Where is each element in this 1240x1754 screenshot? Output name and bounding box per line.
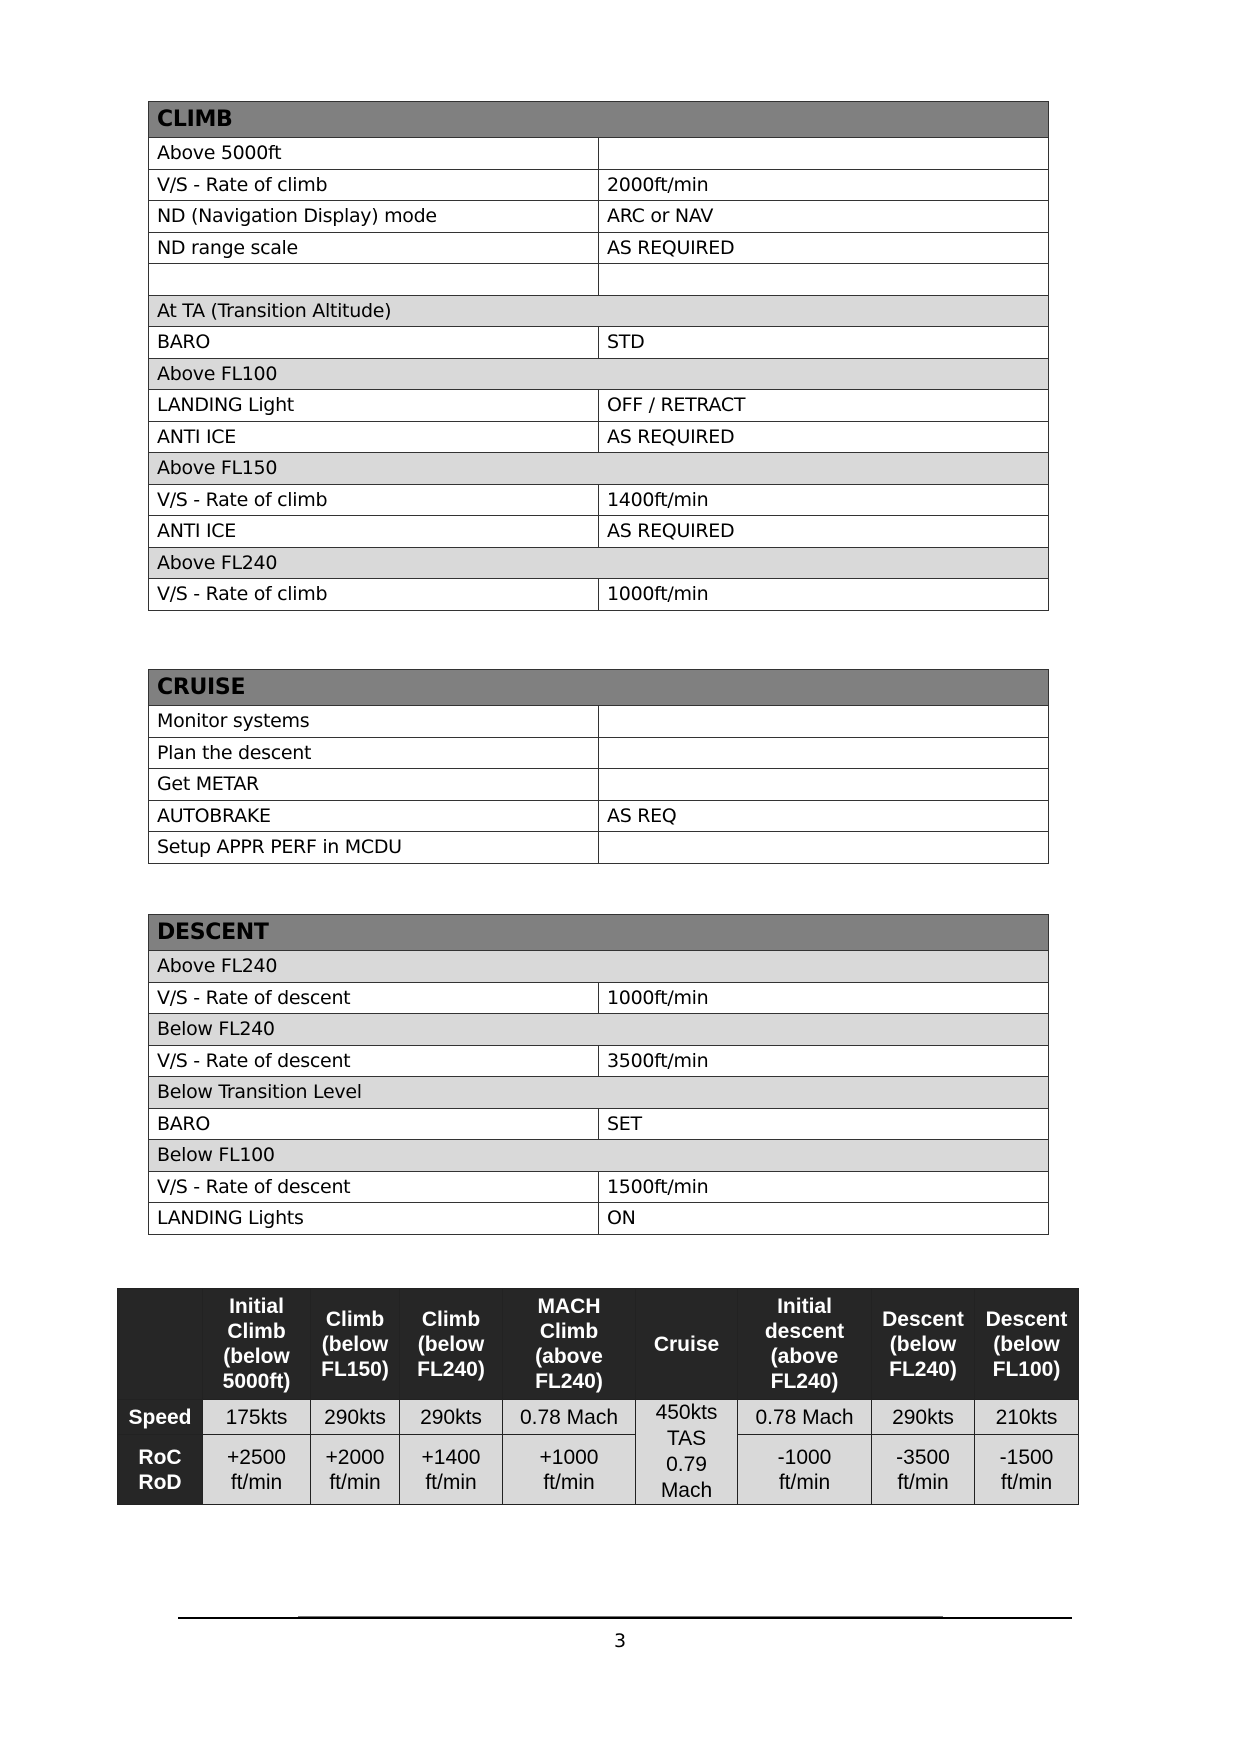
rod-label: RoD bbox=[138, 1470, 182, 1494]
subheading-row bbox=[149, 358, 1049, 390]
column-header-line: (below bbox=[993, 1332, 1060, 1356]
column-header-line: (below bbox=[889, 1332, 957, 1356]
performance-table bbox=[117, 1288, 1079, 1505]
speed-value: 210kts bbox=[975, 1400, 1079, 1435]
checklist-row bbox=[149, 516, 1049, 548]
column-header-line: (above bbox=[770, 1345, 839, 1368]
speed-value: 290kts bbox=[400, 1400, 503, 1435]
subheading-row bbox=[149, 1014, 1049, 1046]
checklist-item-value bbox=[599, 264, 1049, 296]
subheading-row bbox=[149, 951, 1049, 983]
speed-value: 0.78 Mach bbox=[738, 1400, 872, 1435]
climb-header-row bbox=[149, 102, 1049, 138]
checklist-item-label: Above 5000ft bbox=[149, 138, 599, 170]
rate-value bbox=[975, 1435, 1079, 1505]
cruise-checklist-table bbox=[148, 669, 1049, 864]
checklist-item-value: ON bbox=[599, 1203, 1049, 1235]
performance-header-row bbox=[118, 1289, 1079, 1400]
checklist-item-label: ND range scale bbox=[149, 232, 599, 264]
rate-value-line: +1000 bbox=[539, 1445, 599, 1469]
column-header-line: (below bbox=[417, 1332, 485, 1356]
checklist-item-value bbox=[599, 706, 1049, 738]
checklist-row bbox=[149, 1171, 1049, 1203]
checklist-item-label: Plan the descent bbox=[149, 737, 599, 769]
rate-row bbox=[118, 1435, 1079, 1505]
column-header-line: Descent bbox=[985, 1307, 1068, 1331]
checklist-item-label: V/S - Rate of descent bbox=[149, 1045, 599, 1077]
roc-label: RoC bbox=[138, 1445, 182, 1469]
rate-value-line: +2000 bbox=[325, 1445, 385, 1469]
checklist-item-value: 2000ft/min bbox=[599, 169, 1049, 201]
subheading-label: Above FL150 bbox=[149, 453, 1049, 485]
subheading-label: Above FL100 bbox=[149, 358, 1049, 390]
checklist-row bbox=[149, 1203, 1049, 1235]
rate-value-line: -1000 bbox=[777, 1445, 832, 1469]
checklist-item-value bbox=[599, 832, 1049, 864]
checklist-item-value: OFF / RETRACT bbox=[599, 390, 1049, 422]
checklist-row bbox=[149, 390, 1049, 422]
checklist-row bbox=[149, 800, 1049, 832]
checklist-row bbox=[149, 421, 1049, 453]
checklist-row bbox=[149, 232, 1049, 264]
checklist-row bbox=[149, 169, 1049, 201]
checklist-item-value: AS REQ bbox=[599, 800, 1049, 832]
checklist-item-label: Get METAR bbox=[149, 769, 599, 801]
checklist-row bbox=[149, 1045, 1049, 1077]
checklist-item-value bbox=[599, 769, 1049, 801]
speed-value: 175kts bbox=[203, 1400, 311, 1435]
subheading-label: Below FL100 bbox=[149, 1140, 1049, 1172]
speed-row bbox=[118, 1400, 1079, 1435]
subheading-row bbox=[149, 1140, 1049, 1172]
descent-header-row bbox=[149, 915, 1049, 951]
rate-value-line: ft/min bbox=[778, 1470, 831, 1494]
checklist-item-value bbox=[599, 737, 1049, 769]
rate-value bbox=[738, 1435, 872, 1505]
column-header-line: Climb bbox=[539, 1320, 599, 1343]
column-header-line: Initial bbox=[777, 1295, 832, 1318]
column-header bbox=[872, 1289, 975, 1400]
checklist-item-value: AS REQUIRED bbox=[599, 232, 1049, 264]
checklist-row bbox=[149, 706, 1049, 738]
climb-checklist-table bbox=[148, 101, 1049, 611]
column-header-line: FL240) bbox=[889, 1357, 957, 1381]
column-header-line: descent bbox=[764, 1320, 845, 1343]
rate-value-line: +1400 bbox=[421, 1445, 481, 1469]
column-header-line: 5000ft) bbox=[222, 1370, 291, 1393]
checklist-item-label bbox=[149, 264, 599, 296]
column-header-line: FL150) bbox=[321, 1357, 389, 1381]
column-header bbox=[738, 1289, 872, 1400]
checklist-item-label: BARO bbox=[149, 327, 599, 359]
checklist-row bbox=[149, 982, 1049, 1014]
section-title: CLIMB bbox=[149, 102, 1049, 138]
rate-value bbox=[503, 1435, 636, 1505]
cruise-value-line: TAS bbox=[666, 1427, 707, 1450]
page-number: 3 bbox=[613, 1630, 627, 1652]
checklist-item-label: V/S - Rate of climb bbox=[149, 579, 599, 611]
subheading-label: At TA (Transition Altitude) bbox=[149, 295, 1049, 327]
checklist-item-value: 1000ft/min bbox=[599, 982, 1049, 1014]
checklist-item-value: 1500ft/min bbox=[599, 1171, 1049, 1203]
checklist-item-value: AS REQUIRED bbox=[599, 421, 1049, 453]
rate-value-line: ft/min bbox=[1000, 1470, 1053, 1494]
checklist-item-value: AS REQUIRED bbox=[599, 516, 1049, 548]
checklist-item-value: 1400ft/min bbox=[599, 484, 1049, 516]
checklist-item-label: AUTOBRAKE bbox=[149, 800, 599, 832]
checklist-item-label: ANTI ICE bbox=[149, 516, 599, 548]
rate-value-line: ft/min bbox=[329, 1470, 381, 1494]
cruise-value-line: 450kts bbox=[655, 1401, 718, 1424]
subheading-label: Below FL240 bbox=[149, 1014, 1049, 1046]
footer-divider bbox=[178, 1617, 1072, 1619]
checklist-item-label: Monitor systems bbox=[149, 706, 599, 738]
column-header-line: FL240) bbox=[535, 1370, 603, 1393]
rate-value bbox=[872, 1435, 975, 1505]
checklist-item-value: SET bbox=[599, 1108, 1049, 1140]
column-header-line: Cruise bbox=[653, 1332, 720, 1356]
rate-value bbox=[203, 1435, 311, 1505]
checklist-row bbox=[149, 138, 1049, 170]
checklist-row bbox=[149, 264, 1049, 296]
speed-row-label: Speed bbox=[118, 1400, 203, 1435]
rate-row-label bbox=[118, 1435, 203, 1505]
column-header bbox=[400, 1289, 503, 1400]
section-title: DESCENT bbox=[149, 915, 1049, 951]
descent-checklist-table bbox=[148, 914, 1049, 1235]
column-header-line: Climb bbox=[325, 1307, 385, 1331]
checklist-item-value: STD bbox=[599, 327, 1049, 359]
checklist-row bbox=[149, 832, 1049, 864]
column-header bbox=[636, 1289, 738, 1400]
column-header-line: (below bbox=[223, 1345, 290, 1368]
cruise-value-line: Mach bbox=[660, 1479, 713, 1502]
column-header bbox=[503, 1289, 636, 1400]
column-header-line: Initial bbox=[229, 1295, 284, 1318]
column-header-line: FL240) bbox=[770, 1370, 839, 1393]
checklist-item-value: ARC or NAV bbox=[599, 201, 1049, 233]
checklist-row bbox=[149, 737, 1049, 769]
rate-value bbox=[311, 1435, 400, 1505]
checklist-row bbox=[149, 579, 1049, 611]
subheading-row bbox=[149, 453, 1049, 485]
speed-value: 0.78 Mach bbox=[503, 1400, 636, 1435]
subheading-label: Above FL240 bbox=[149, 951, 1049, 983]
column-header bbox=[311, 1289, 400, 1400]
cruise-header-row bbox=[149, 670, 1049, 706]
subheading-label: Above FL240 bbox=[149, 547, 1049, 579]
subheading-label: Below Transition Level bbox=[149, 1077, 1049, 1109]
speed-value: 290kts bbox=[872, 1400, 975, 1435]
checklist-row bbox=[149, 201, 1049, 233]
checklist-row bbox=[149, 327, 1049, 359]
rate-value bbox=[400, 1435, 503, 1505]
cruise-speed-rate-cell bbox=[636, 1400, 738, 1505]
checklist-item-label: V/S - Rate of descent bbox=[149, 982, 599, 1014]
subheading-row bbox=[149, 547, 1049, 579]
checklist-item-value bbox=[599, 138, 1049, 170]
subheading-row bbox=[149, 295, 1049, 327]
column-header-line: MACH bbox=[537, 1295, 601, 1318]
checklist-item-label: V/S - Rate of climb bbox=[149, 169, 599, 201]
checklist-row bbox=[149, 1108, 1049, 1140]
checklist-item-label: Setup APPR PERF in MCDU bbox=[149, 832, 599, 864]
subheading-row bbox=[149, 1077, 1049, 1109]
checklist-item-value: 3500ft/min bbox=[599, 1045, 1049, 1077]
checklist-row bbox=[149, 769, 1049, 801]
speed-value: 290kts bbox=[311, 1400, 400, 1435]
column-header-line: Climb bbox=[227, 1320, 286, 1343]
column-header bbox=[975, 1289, 1079, 1400]
checklist-item-label: LANDING Light bbox=[149, 390, 599, 422]
column-header-line: (below bbox=[321, 1332, 389, 1356]
rate-value-line: ft/min bbox=[897, 1470, 949, 1494]
corner-cell bbox=[118, 1289, 203, 1400]
checklist-item-label: LANDING Lights bbox=[149, 1203, 599, 1235]
column-header-line: Descent bbox=[882, 1307, 964, 1331]
rate-value-line: -1500 bbox=[999, 1445, 1054, 1469]
rate-value-line: ft/min bbox=[543, 1470, 595, 1494]
column-header-line: FL100) bbox=[992, 1357, 1061, 1381]
rate-value-line: +2500 bbox=[227, 1445, 286, 1469]
column-header-line: Climb bbox=[421, 1307, 481, 1331]
rate-value-line: ft/min bbox=[425, 1470, 477, 1494]
column-header-line: (above bbox=[535, 1345, 603, 1368]
cruise-value-line: 0.79 bbox=[666, 1453, 707, 1476]
rate-value-line: ft/min bbox=[230, 1470, 283, 1494]
checklist-item-label: BARO bbox=[149, 1108, 599, 1140]
section-title: CRUISE bbox=[149, 670, 1049, 706]
checklist-item-label: V/S - Rate of climb bbox=[149, 484, 599, 516]
checklist-item-label: ANTI ICE bbox=[149, 421, 599, 453]
checklist-item-label: V/S - Rate of descent bbox=[149, 1171, 599, 1203]
checklist-item-value: 1000ft/min bbox=[599, 579, 1049, 611]
checklist-item-label: ND (Navigation Display) mode bbox=[149, 201, 599, 233]
column-header-line: FL240) bbox=[417, 1357, 485, 1381]
checklist-row bbox=[149, 484, 1049, 516]
column-header bbox=[203, 1289, 311, 1400]
rate-value-line: -3500 bbox=[896, 1445, 950, 1469]
